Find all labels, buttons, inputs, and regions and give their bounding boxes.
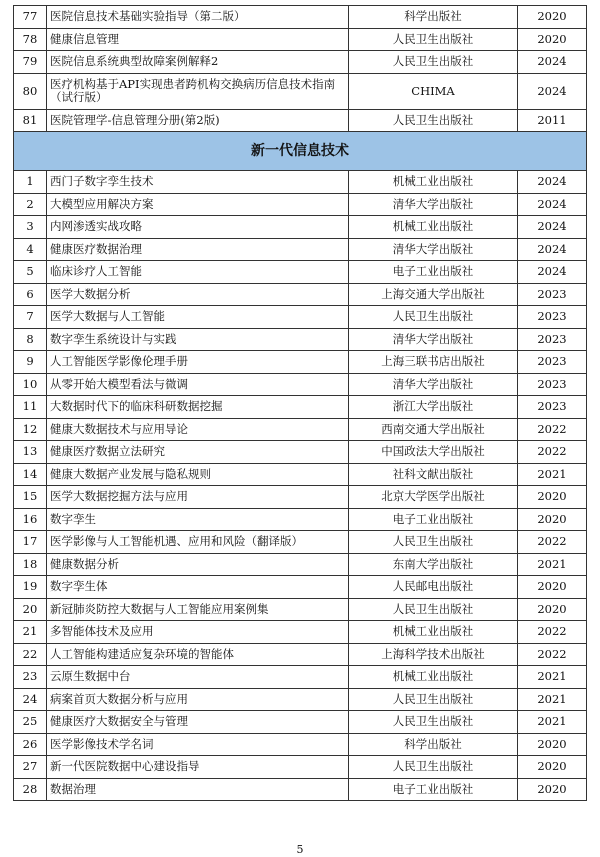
publication-year: 2023: [518, 306, 587, 329]
book-title: 医院管理学-信息管理分册(第2版): [47, 109, 349, 132]
table-row: [14, 643, 587, 666]
table-row: [14, 283, 587, 306]
publisher: 浙江大学出版社: [349, 396, 518, 419]
row-number: 28: [14, 778, 47, 801]
publication-year: 2022: [518, 643, 587, 666]
row-number: 77: [14, 6, 47, 29]
book-list-table: [13, 5, 587, 801]
row-number: 79: [14, 51, 47, 74]
publisher: 电子工业出版社: [349, 508, 518, 531]
row-number: 78: [14, 28, 47, 51]
publisher: 机械工业出版社: [349, 216, 518, 239]
publication-year: 2023: [518, 351, 587, 374]
publisher: 清华大学出版社: [349, 238, 518, 261]
publisher: 上海三联书店出版社: [349, 351, 518, 374]
table-row: [14, 73, 587, 109]
row-number: 3: [14, 216, 47, 239]
page-number: 5: [296, 843, 304, 856]
table-row: [14, 508, 587, 531]
publication-year: 2024: [518, 238, 587, 261]
book-title: 数字孪生系统设计与实践: [47, 328, 349, 351]
publication-year: 2021: [518, 553, 587, 576]
book-title: 人工智能医学影像伦理手册: [47, 351, 349, 374]
publication-year: 2021: [518, 711, 587, 734]
publication-year: 2020: [518, 508, 587, 531]
publisher: 清华大学出版社: [349, 328, 518, 351]
row-number: 26: [14, 733, 47, 756]
publication-year: 2024: [518, 73, 587, 109]
row-number: 14: [14, 463, 47, 486]
publisher: 机械工业出版社: [349, 171, 518, 194]
publication-year: 2024: [518, 171, 587, 194]
table-row: [14, 598, 587, 621]
table-row: [14, 531, 587, 554]
row-number: 11: [14, 396, 47, 419]
table-row: [14, 711, 587, 734]
table-row: [14, 621, 587, 644]
table-section-after: [14, 171, 587, 801]
row-number: 6: [14, 283, 47, 306]
row-number: 16: [14, 508, 47, 531]
publisher: 北京大学医学出版社: [349, 486, 518, 509]
publication-year: 2023: [518, 328, 587, 351]
publisher: 人民卫生出版社: [349, 531, 518, 554]
book-title: 数字孪生体: [47, 576, 349, 599]
publisher: 中国政法大学出版社: [349, 441, 518, 464]
publication-year: 2020: [518, 598, 587, 621]
row-number: 17: [14, 531, 47, 554]
publisher: 清华大学出版社: [349, 193, 518, 216]
section-title: 新一代信息技术: [14, 132, 587, 171]
row-number: 10: [14, 373, 47, 396]
table-section-before: [14, 6, 587, 132]
table-row: [14, 238, 587, 261]
book-title: 数字孪生: [47, 508, 349, 531]
publisher: 科学出版社: [349, 733, 518, 756]
table-row: [14, 396, 587, 419]
book-title: 人工智能构建适应复杂环境的智能体: [47, 643, 349, 666]
publisher: 东南大学出版社: [349, 553, 518, 576]
book-title: 健康信息管理: [47, 28, 349, 51]
row-number: 24: [14, 688, 47, 711]
table-row: [14, 576, 587, 599]
row-number: 19: [14, 576, 47, 599]
publisher: 机械工业出版社: [349, 621, 518, 644]
table-row: [14, 486, 587, 509]
book-title: 新一代医院数据中心建设指导: [47, 756, 349, 779]
book-title: 医学大数据与人工智能: [47, 306, 349, 329]
table-row: [14, 373, 587, 396]
publisher: 人民卫生出版社: [349, 756, 518, 779]
row-number: 5: [14, 261, 47, 284]
book-title: 医学影像与人工智能机遇、应用和风险（翻译版）: [47, 531, 349, 554]
book-title: 西门子数字孪生技术: [47, 171, 349, 194]
publication-year: 2023: [518, 373, 587, 396]
publication-year: 2021: [518, 666, 587, 689]
publication-year: 2020: [518, 576, 587, 599]
book-title: 云原生数据中台: [47, 666, 349, 689]
row-number: 9: [14, 351, 47, 374]
publisher: 上海交通大学出版社: [349, 283, 518, 306]
book-title: 医学大数据分析: [47, 283, 349, 306]
book-title: 大模型应用解决方案: [47, 193, 349, 216]
row-number: 13: [14, 441, 47, 464]
table-row: [14, 6, 587, 29]
publisher: 社科文献出版社: [349, 463, 518, 486]
book-title: 医院信息技术基础实验指导（第二版）: [47, 6, 349, 29]
table-row: [14, 261, 587, 284]
publisher: 机械工业出版社: [349, 666, 518, 689]
row-number: 18: [14, 553, 47, 576]
book-title: 健康医疗数据治理: [47, 238, 349, 261]
row-number: 8: [14, 328, 47, 351]
row-number: 12: [14, 418, 47, 441]
publication-year: 2023: [518, 283, 587, 306]
row-number: 22: [14, 643, 47, 666]
publication-year: 2022: [518, 621, 587, 644]
publisher: 人民卫生出版社: [349, 51, 518, 74]
publication-year: 2011: [518, 109, 587, 132]
table-row: [14, 51, 587, 74]
book-title: 内网渗透实战攻略: [47, 216, 349, 239]
publisher: 人民卫生出版社: [349, 711, 518, 734]
table-row: [14, 666, 587, 689]
book-title: 临床诊疗人工智能: [47, 261, 349, 284]
publication-year: 2022: [518, 531, 587, 554]
publication-year: 2021: [518, 688, 587, 711]
book-title: 病案首页大数据分析与应用: [47, 688, 349, 711]
publisher: 西南交通大学出版社: [349, 418, 518, 441]
publication-year: 2023: [518, 396, 587, 419]
table-row: [14, 109, 587, 132]
row-number: 20: [14, 598, 47, 621]
publication-year: 2024: [518, 51, 587, 74]
table-row: [14, 28, 587, 51]
publisher: 科学出版社: [349, 6, 518, 29]
table-row: [14, 171, 587, 194]
row-number: 4: [14, 238, 47, 261]
row-number: 81: [14, 109, 47, 132]
section-header-row: [14, 132, 587, 171]
book-title: 健康医疗大数据安全与管理: [47, 711, 349, 734]
publication-year: 2020: [518, 28, 587, 51]
book-title: 健康医疗数据立法研究: [47, 441, 349, 464]
book-title: 医学大数据挖掘方法与应用: [47, 486, 349, 509]
book-title: 大数据时代下的临床科研数据挖掘: [47, 396, 349, 419]
row-number: 15: [14, 486, 47, 509]
table-row: [14, 553, 587, 576]
book-title: 医疗机构基于API实现患者跨机构交换病历信息技术指南（试行版）: [47, 73, 349, 109]
section-header-group: [14, 132, 587, 171]
publication-year: 2020: [518, 733, 587, 756]
book-title: 健康大数据技术与应用导论: [47, 418, 349, 441]
publication-year: 2024: [518, 261, 587, 284]
book-title: 新冠肺炎防控大数据与人工智能应用案例集: [47, 598, 349, 621]
publication-year: 2020: [518, 6, 587, 29]
publisher: 清华大学出版社: [349, 373, 518, 396]
publisher: 电子工业出版社: [349, 261, 518, 284]
table-row: [14, 441, 587, 464]
publication-year: 2024: [518, 193, 587, 216]
book-title: 健康数据分析: [47, 553, 349, 576]
book-title: 医院信息系统典型故障案例解释2: [47, 51, 349, 74]
book-title: 多智能体技术及应用: [47, 621, 349, 644]
publisher: 电子工业出版社: [349, 778, 518, 801]
row-number: 1: [14, 171, 47, 194]
row-number: 27: [14, 756, 47, 779]
publisher: 人民邮电出版社: [349, 576, 518, 599]
table-row: [14, 351, 587, 374]
table-row: [14, 778, 587, 801]
row-number: 25: [14, 711, 47, 734]
publisher: CHIMA: [349, 73, 518, 109]
row-number: 7: [14, 306, 47, 329]
table-row: [14, 306, 587, 329]
book-title: 医学影像技术学名词: [47, 733, 349, 756]
book-title: 健康大数据产业发展与隐私规则: [47, 463, 349, 486]
publisher: 人民卫生出版社: [349, 109, 518, 132]
book-title: 数据治理: [47, 778, 349, 801]
publication-year: 2020: [518, 486, 587, 509]
row-number: 23: [14, 666, 47, 689]
table-row: [14, 418, 587, 441]
table-row: [14, 216, 587, 239]
publication-year: 2020: [518, 778, 587, 801]
publisher: 人民卫生出版社: [349, 598, 518, 621]
table-row: [14, 463, 587, 486]
table-row: [14, 733, 587, 756]
book-title: 从零开始大模型看法与微调: [47, 373, 349, 396]
row-number: 21: [14, 621, 47, 644]
publication-year: 2022: [518, 418, 587, 441]
publisher: 人民卫生出版社: [349, 688, 518, 711]
publication-year: 2020: [518, 756, 587, 779]
table-row: [14, 756, 587, 779]
table-row: [14, 193, 587, 216]
table-row: [14, 328, 587, 351]
publication-year: 2021: [518, 463, 587, 486]
row-number: 80: [14, 73, 47, 109]
publisher: 上海科学技术出版社: [349, 643, 518, 666]
row-number: 2: [14, 193, 47, 216]
publisher: 人民卫生出版社: [349, 28, 518, 51]
publisher: 人民卫生出版社: [349, 306, 518, 329]
publication-year: 2022: [518, 441, 587, 464]
publication-year: 2024: [518, 216, 587, 239]
table-row: [14, 688, 587, 711]
